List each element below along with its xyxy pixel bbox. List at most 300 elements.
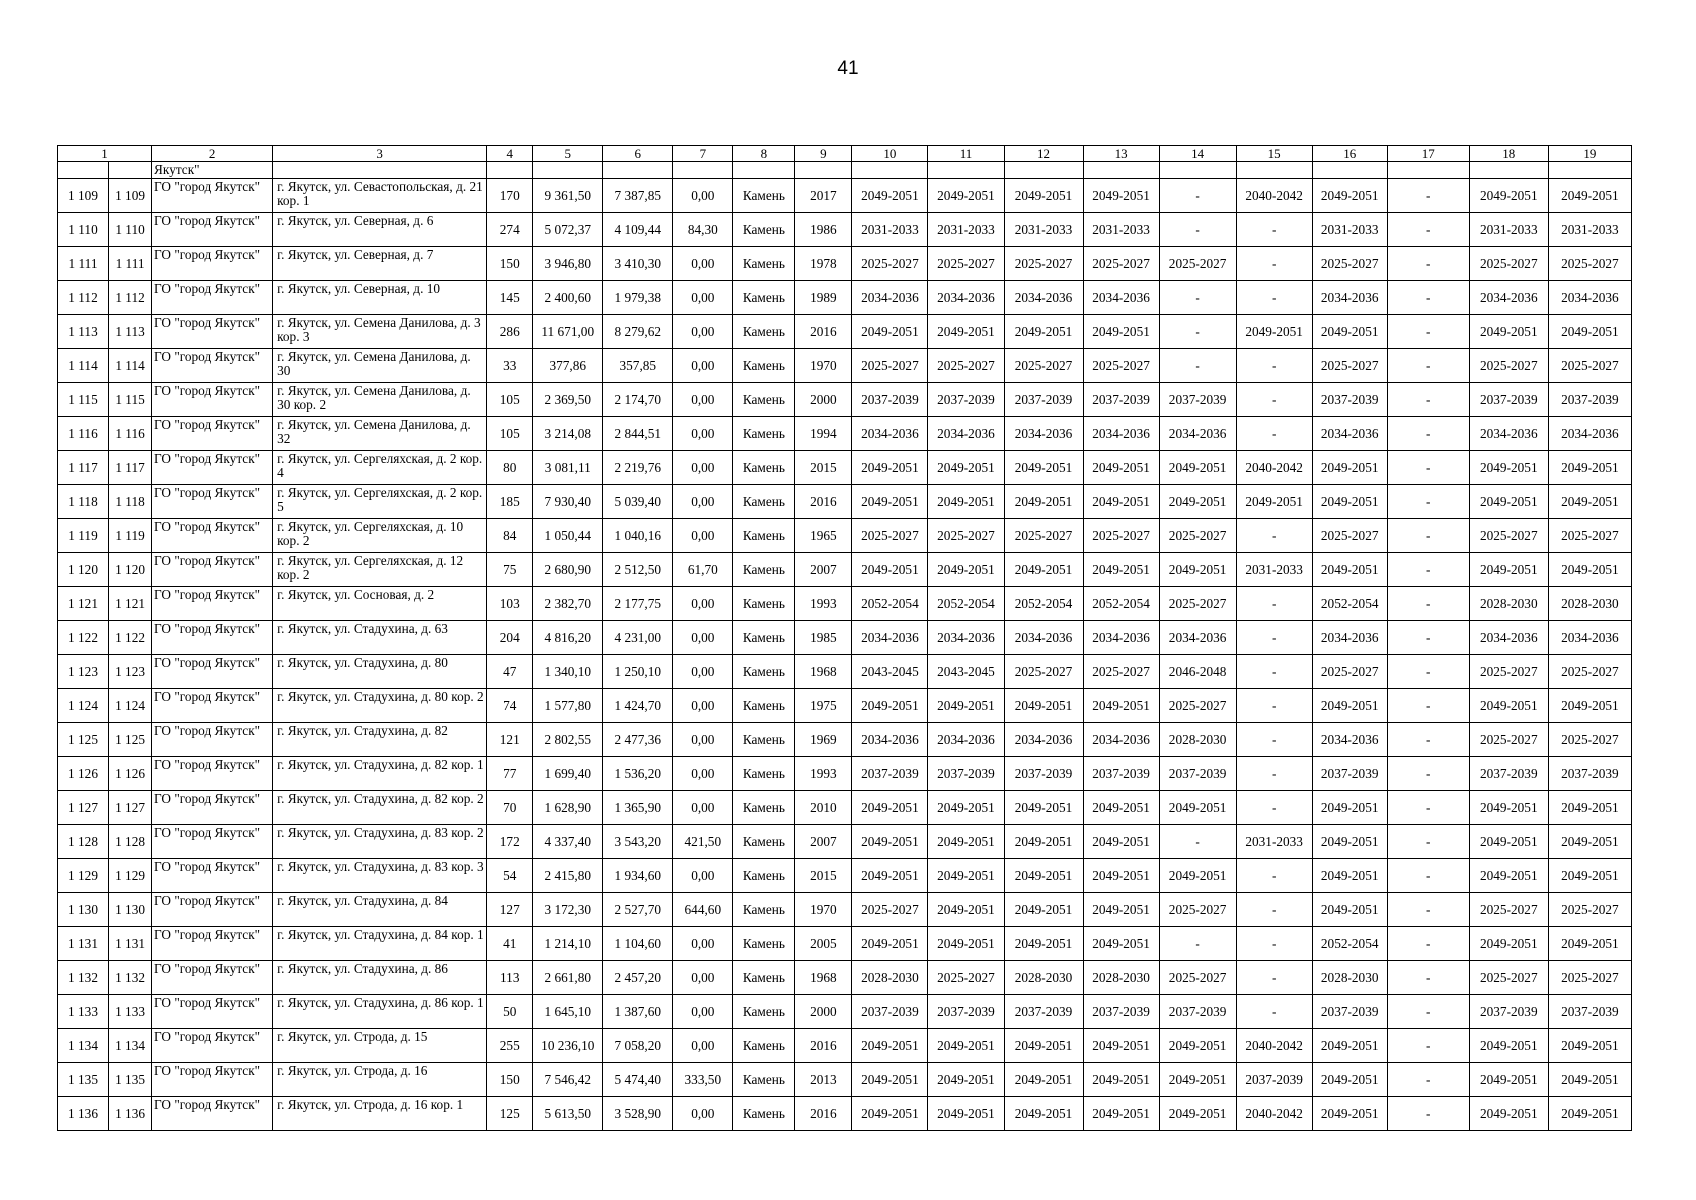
address-cell: г. Якутск, ул. Северная, д. 10 <box>273 281 487 315</box>
col-14-cell: 2049-2051 <box>1159 451 1236 485</box>
col-5-cell: 2 382,70 <box>533 587 603 621</box>
table-row <box>58 995 1632 1029</box>
table-row <box>58 587 1632 621</box>
col-8-cell: Камень <box>733 315 795 349</box>
table-row <box>58 961 1632 995</box>
col-11-cell: 2037-2039 <box>928 995 1004 1029</box>
address-cell: г. Якутск, ул. Стадухина, д. 83 кор. 3 <box>273 859 487 893</box>
col-14-cell: - <box>1159 281 1236 315</box>
col-12-cell: 2049-2051 <box>1004 791 1083 825</box>
header-cell: 1 <box>58 146 152 162</box>
municipality-cell: ГО "город Якутск" <box>152 1063 273 1097</box>
col-17-cell: - <box>1387 349 1469 383</box>
address-cell: г. Якутск, ул. Стадухина, д. 83 кор. 2 <box>273 825 487 859</box>
col-6-cell: 2 527,70 <box>603 893 673 927</box>
col-7-cell: 84,30 <box>673 213 733 247</box>
header-cell: 2 <box>152 146 273 162</box>
row-number-cell: 1 110 <box>109 213 152 247</box>
col-13-cell: 2025-2027 <box>1083 519 1159 553</box>
row-number-cell: 1 118 <box>109 485 152 519</box>
col-7-cell: 0,00 <box>673 485 733 519</box>
col-19-cell: 2049-2051 <box>1548 553 1631 587</box>
col-8-cell: Камень <box>733 927 795 961</box>
col-8-cell: Камень <box>733 179 795 213</box>
col-19-cell: 2037-2039 <box>1548 995 1631 1029</box>
col-4-cell: 255 <box>487 1029 533 1063</box>
col-13-cell: 2034-2036 <box>1083 281 1159 315</box>
col-12-cell: 2037-2039 <box>1004 383 1083 417</box>
col-4-cell: 103 <box>487 587 533 621</box>
col-9-cell: 2010 <box>795 791 852 825</box>
row-number-cell: 1 124 <box>109 689 152 723</box>
col-14-cell: 2049-2051 <box>1159 1029 1236 1063</box>
col-12-cell: 2034-2036 <box>1004 417 1083 451</box>
col-9-cell: 1993 <box>795 757 852 791</box>
row-number-cell: 1 122 <box>58 621 109 655</box>
col-5-cell: 3 081,11 <box>533 451 603 485</box>
col-4-cell: 150 <box>487 247 533 281</box>
table-row <box>58 893 1632 927</box>
col-14-cell: 2025-2027 <box>1159 587 1236 621</box>
col-19-cell: 2034-2036 <box>1548 281 1631 315</box>
col-13-cell: 2049-2051 <box>1083 893 1159 927</box>
municipality-cell: ГО "город Якутск" <box>152 791 273 825</box>
col-8-cell: Камень <box>733 791 795 825</box>
col-6-cell: 8 279,62 <box>603 315 673 349</box>
table-row <box>58 621 1632 655</box>
col-15-cell: 2040-2042 <box>1236 1029 1312 1063</box>
col-7-cell: 0,00 <box>673 859 733 893</box>
header-cell: 11 <box>928 146 1004 162</box>
row-number-cell: 1 133 <box>109 995 152 1029</box>
col-12-cell: 2049-2051 <box>1004 1097 1083 1131</box>
col-14-cell: 2049-2051 <box>1159 791 1236 825</box>
col-10-cell: 2025-2027 <box>852 893 928 927</box>
row-number-cell: 1 124 <box>58 689 109 723</box>
col-5-cell: 4 337,40 <box>533 825 603 859</box>
col-19-cell: 2037-2039 <box>1548 757 1631 791</box>
col-5-cell: 1 645,10 <box>533 995 603 1029</box>
col-10-cell: 2049-2051 <box>852 485 928 519</box>
col-13-cell: 2049-2051 <box>1083 825 1159 859</box>
address-cell: г. Якутск, ул. Сергеляхская, д. 10 кор. 2 <box>273 519 487 553</box>
col-17-cell: - <box>1387 893 1469 927</box>
address-cell: г. Якутск, ул. Стадухина, д. 84 <box>273 893 487 927</box>
col-13-cell: 2049-2051 <box>1083 1029 1159 1063</box>
col-6-cell: 5 474,40 <box>603 1063 673 1097</box>
col-9-cell: 1975 <box>795 689 852 723</box>
col-19-cell: 2049-2051 <box>1548 1063 1631 1097</box>
col-4-cell: 125 <box>487 1097 533 1131</box>
col-17-cell: - <box>1387 791 1469 825</box>
col-6-cell: 2 512,50 <box>603 553 673 587</box>
table-row <box>58 723 1632 757</box>
col-12-cell: 2034-2036 <box>1004 621 1083 655</box>
col-17-cell: - <box>1387 995 1469 1029</box>
row-number-cell: 1 116 <box>58 417 109 451</box>
col-13-cell: 2049-2051 <box>1083 553 1159 587</box>
col-15-cell: - <box>1236 417 1312 451</box>
row-number-cell: 1 115 <box>109 383 152 417</box>
col-4-cell: 74 <box>487 689 533 723</box>
municipality-cell: ГО "город Якутск" <box>152 451 273 485</box>
row-number-cell: 1 110 <box>58 213 109 247</box>
row-number-cell: 1 120 <box>58 553 109 587</box>
municipality-cell: ГО "город Якутск" <box>152 825 273 859</box>
col-18-cell: 2028-2030 <box>1469 587 1548 621</box>
col-11-cell: 2049-2051 <box>928 893 1004 927</box>
col-18-cell: 2025-2027 <box>1469 247 1548 281</box>
col-18-cell: 2031-2033 <box>1469 213 1548 247</box>
col-8-cell: Камень <box>733 995 795 1029</box>
col-5-cell: 7 930,40 <box>533 485 603 519</box>
row-number-cell: 1 135 <box>58 1063 109 1097</box>
col-14-cell: - <box>1159 825 1236 859</box>
col-10-cell: 2037-2039 <box>852 383 928 417</box>
table-row <box>58 281 1632 315</box>
col-4-cell: 274 <box>487 213 533 247</box>
col-7-cell: 0,00 <box>673 723 733 757</box>
address-cell: г. Якутск, ул. Северная, д. 7 <box>273 247 487 281</box>
col-9-cell: 1970 <box>795 349 852 383</box>
row-number-cell: 1 130 <box>109 893 152 927</box>
col-16-cell: 2028-2030 <box>1312 961 1387 995</box>
col-11-cell: 2037-2039 <box>928 383 1004 417</box>
row-number-cell: 1 135 <box>109 1063 152 1097</box>
municipality-cell: ГО "город Якутск" <box>152 1097 273 1131</box>
municipality-cell: ГО "город Якутск" <box>152 621 273 655</box>
table-row <box>58 757 1632 791</box>
municipality-cell: ГО "город Якутск" <box>152 927 273 961</box>
col-18-cell: 2049-2051 <box>1469 689 1548 723</box>
col-11-cell: 2049-2051 <box>928 1097 1004 1131</box>
col-9-cell: 2016 <box>795 485 852 519</box>
col-5-cell: 1 214,10 <box>533 927 603 961</box>
col-16-cell: 2037-2039 <box>1312 995 1387 1029</box>
col-17-cell: - <box>1387 859 1469 893</box>
row-number-cell: 1 131 <box>109 927 152 961</box>
page-number: 41 <box>837 58 859 79</box>
col-17-cell: - <box>1387 417 1469 451</box>
col-5-cell: 3 214,08 <box>533 417 603 451</box>
row-number-cell: 1 112 <box>58 281 109 315</box>
col-17-cell: - <box>1387 1097 1469 1131</box>
municipality-cell: ГО "город Якутск" <box>152 587 273 621</box>
col-14-cell: 2025-2027 <box>1159 519 1236 553</box>
col-6-cell: 2 457,20 <box>603 961 673 995</box>
table-row <box>58 451 1632 485</box>
row-number-cell: 1 114 <box>58 349 109 383</box>
col-7-cell: 0,00 <box>673 417 733 451</box>
col-10-cell: 2049-2051 <box>852 825 928 859</box>
col-17-cell: - <box>1387 1029 1469 1063</box>
col-4-cell: 70 <box>487 791 533 825</box>
col-16-cell: 2037-2039 <box>1312 383 1387 417</box>
col-6-cell: 357,85 <box>603 349 673 383</box>
col-6-cell: 4 109,44 <box>603 213 673 247</box>
col-18-cell: 2025-2027 <box>1469 723 1548 757</box>
col-14-cell: 2046-2048 <box>1159 655 1236 689</box>
col-14-cell: 2037-2039 <box>1159 383 1236 417</box>
col-6-cell: 1 365,90 <box>603 791 673 825</box>
row-number-cell: 1 132 <box>58 961 109 995</box>
header-cell: 9 <box>795 146 852 162</box>
col-7-cell: 0,00 <box>673 349 733 383</box>
col-7-cell: 0,00 <box>673 757 733 791</box>
col-15-cell: - <box>1236 723 1312 757</box>
col-17-cell: - <box>1387 213 1469 247</box>
col-10-cell: 2037-2039 <box>852 995 928 1029</box>
col-6-cell: 1 250,10 <box>603 655 673 689</box>
address-cell: г. Якутск, ул. Строда, д. 16 <box>273 1063 487 1097</box>
col-17-cell: - <box>1387 519 1469 553</box>
col-19-cell: 2049-2051 <box>1548 485 1631 519</box>
row-number-cell: 1 121 <box>58 587 109 621</box>
col-18-cell: 2025-2027 <box>1469 655 1548 689</box>
col-16-cell: 2025-2027 <box>1312 247 1387 281</box>
col-12-cell: 2049-2051 <box>1004 1063 1083 1097</box>
col-12-cell: 2049-2051 <box>1004 451 1083 485</box>
table-row <box>58 825 1632 859</box>
col-15-cell: - <box>1236 893 1312 927</box>
col-11-cell: 2049-2051 <box>928 927 1004 961</box>
col-10-cell: 2049-2051 <box>852 179 928 213</box>
col-18-cell: 2025-2027 <box>1469 349 1548 383</box>
col-10-cell: 2043-2045 <box>852 655 928 689</box>
col-15-cell: - <box>1236 689 1312 723</box>
col-6-cell: 1 979,38 <box>603 281 673 315</box>
col-10-cell: 2034-2036 <box>852 417 928 451</box>
address-cell: г. Якутск, ул. Стадухина, д. 82 <box>273 723 487 757</box>
col-15-cell: - <box>1236 247 1312 281</box>
col-9-cell: 2016 <box>795 1097 852 1131</box>
col-16-cell: 2034-2036 <box>1312 723 1387 757</box>
municipality-cell: Якутск" <box>152 162 273 179</box>
table-row <box>58 689 1632 723</box>
col-14-cell: - <box>1159 179 1236 213</box>
header-cell: 8 <box>733 146 795 162</box>
col-12-cell: 2034-2036 <box>1004 281 1083 315</box>
table-row <box>58 247 1632 281</box>
col-18-cell: 2049-2051 <box>1469 1063 1548 1097</box>
col-7-cell: 61,70 <box>673 553 733 587</box>
col-17-cell: - <box>1387 247 1469 281</box>
col-8-cell: Камень <box>733 689 795 723</box>
col-8-cell: Камень <box>733 485 795 519</box>
col-13-cell: 2037-2039 <box>1083 757 1159 791</box>
col-6-cell: 1 040,16 <box>603 519 673 553</box>
col-13-cell: 2049-2051 <box>1083 927 1159 961</box>
municipality-cell: ГО "город Якутск" <box>152 383 273 417</box>
col-9-cell: 1968 <box>795 655 852 689</box>
col-15-cell: - <box>1236 281 1312 315</box>
col-10-cell: 2034-2036 <box>852 281 928 315</box>
col-12-cell: 2049-2051 <box>1004 859 1083 893</box>
col-4-cell: 41 <box>487 927 533 961</box>
col-15-cell: - <box>1236 655 1312 689</box>
col-7-cell: 0,00 <box>673 451 733 485</box>
col-15-cell: - <box>1236 995 1312 1029</box>
col-18-cell: 2049-2051 <box>1469 927 1548 961</box>
col-14-cell: - <box>1159 349 1236 383</box>
col-6-cell: 5 039,40 <box>603 485 673 519</box>
col-8-cell: Камень <box>733 621 795 655</box>
col-9-cell: 1985 <box>795 621 852 655</box>
municipality-cell: ГО "город Якутск" <box>152 179 273 213</box>
col-8-cell: Камень <box>733 723 795 757</box>
header-cell: 18 <box>1469 146 1548 162</box>
table-row <box>58 213 1632 247</box>
row-number-cell: 1 127 <box>109 791 152 825</box>
row-number-cell: 1 134 <box>109 1029 152 1063</box>
col-12-cell: 2037-2039 <box>1004 995 1083 1029</box>
row-number-cell: 1 122 <box>109 621 152 655</box>
col-15-cell: - <box>1236 791 1312 825</box>
col-6-cell: 3 528,90 <box>603 1097 673 1131</box>
address-cell: г. Якутск, ул. Семена Данилова, д. 3 кор. 3 <box>273 315 487 349</box>
col-18-cell: 2034-2036 <box>1469 281 1548 315</box>
col-19-cell: 2049-2051 <box>1548 179 1631 213</box>
col-15-cell: 2049-2051 <box>1236 315 1312 349</box>
col-14-cell: 2049-2051 <box>1159 553 1236 587</box>
col-8-cell: Камень <box>733 961 795 995</box>
col-17-cell: - <box>1387 451 1469 485</box>
col-5-cell: 11 671,00 <box>533 315 603 349</box>
col-13-cell: 2037-2039 <box>1083 383 1159 417</box>
col-9-cell: 1989 <box>795 281 852 315</box>
row-number-cell: 1 117 <box>109 451 152 485</box>
col-5-cell: 2 400,60 <box>533 281 603 315</box>
col-14-cell: - <box>1159 927 1236 961</box>
municipality-cell: ГО "город Якутск" <box>152 417 273 451</box>
col-15-cell: 2040-2042 <box>1236 179 1312 213</box>
row-number-cell: 1 115 <box>58 383 109 417</box>
col-18-cell: 2049-2051 <box>1469 179 1548 213</box>
col-16-cell: 2049-2051 <box>1312 791 1387 825</box>
col-10-cell: 2049-2051 <box>852 553 928 587</box>
col-17-cell: - <box>1387 383 1469 417</box>
col-14-cell: 2037-2039 <box>1159 757 1236 791</box>
col-6-cell: 1 424,70 <box>603 689 673 723</box>
row-number-cell: 1 123 <box>109 655 152 689</box>
col-5-cell: 377,86 <box>533 349 603 383</box>
address-cell: г. Якутск, ул. Стадухина, д. 86 кор. 1 <box>273 995 487 1029</box>
col-13-cell: 2034-2036 <box>1083 417 1159 451</box>
address-cell: г. Якутск, ул. Севастопольская, д. 21 кор. 1 <box>273 179 487 213</box>
col-19-cell: 2025-2027 <box>1548 519 1631 553</box>
table-row <box>58 1029 1632 1063</box>
address-cell: г. Якутск, ул. Сергеляхская, д. 2 кор. 5 <box>273 485 487 519</box>
col-4-cell: 50 <box>487 995 533 1029</box>
col-7-cell: 0,00 <box>673 655 733 689</box>
col-13-cell: 2025-2027 <box>1083 655 1159 689</box>
col-5-cell: 2 369,50 <box>533 383 603 417</box>
col-8-cell: Камень <box>733 383 795 417</box>
col-13-cell: 2049-2051 <box>1083 1063 1159 1097</box>
col-17-cell: - <box>1387 1063 1469 1097</box>
col-17-cell: - <box>1387 655 1469 689</box>
col-7-cell: 0,00 <box>673 621 733 655</box>
col-10-cell: 2052-2054 <box>852 587 928 621</box>
col-17-cell: - <box>1387 621 1469 655</box>
col-16-cell: 2049-2051 <box>1312 1097 1387 1131</box>
col-8-cell: Камень <box>733 281 795 315</box>
col-8-cell: Камень <box>733 893 795 927</box>
municipality-cell: ГО "город Якутск" <box>152 281 273 315</box>
municipality-cell: ГО "город Якутск" <box>152 859 273 893</box>
col-10-cell: 2049-2051 <box>852 1029 928 1063</box>
col-12-cell: 2049-2051 <box>1004 689 1083 723</box>
row-number-cell: 1 121 <box>109 587 152 621</box>
col-4-cell: 145 <box>487 281 533 315</box>
col-18-cell: 2049-2051 <box>1469 1029 1548 1063</box>
col-19-cell: 2034-2036 <box>1548 621 1631 655</box>
col-12-cell: 2034-2036 <box>1004 723 1083 757</box>
address-cell: г. Якутск, ул. Строда, д. 15 <box>273 1029 487 1063</box>
col-13-cell: 2037-2039 <box>1083 995 1159 1029</box>
col-5-cell: 1 340,10 <box>533 655 603 689</box>
address-cell: г. Якутск, ул. Стадухина, д. 82 кор. 2 <box>273 791 487 825</box>
municipality-cell: ГО "город Якутск" <box>152 723 273 757</box>
municipality-cell: ГО "город Якутск" <box>152 995 273 1029</box>
col-16-cell: 2049-2051 <box>1312 859 1387 893</box>
col-15-cell: - <box>1236 621 1312 655</box>
col-18-cell: 2049-2051 <box>1469 553 1548 587</box>
col-19-cell: 2031-2033 <box>1548 213 1631 247</box>
address-cell: г. Якутск, ул. Сергеляхская, д. 12 кор. 2 <box>273 553 487 587</box>
col-6-cell: 3 543,20 <box>603 825 673 859</box>
header-cell: 12 <box>1004 146 1083 162</box>
col-12-cell: 2025-2027 <box>1004 655 1083 689</box>
col-5-cell: 2 680,90 <box>533 553 603 587</box>
col-19-cell: 2028-2030 <box>1548 587 1631 621</box>
header-cell: 19 <box>1548 146 1631 162</box>
col-10-cell: 2031-2033 <box>852 213 928 247</box>
col-11-cell: 2049-2051 <box>928 485 1004 519</box>
col-10-cell: 2049-2051 <box>852 927 928 961</box>
col-8-cell: Камень <box>733 1029 795 1063</box>
col-8-cell: Камень <box>733 451 795 485</box>
header-cell: 10 <box>852 146 928 162</box>
col-8-cell: Камень <box>733 247 795 281</box>
col-6-cell: 7 058,20 <box>603 1029 673 1063</box>
address-cell: г. Якутск, ул. Семена Данилова, д. 32 <box>273 417 487 451</box>
col-12-cell: 2025-2027 <box>1004 247 1083 281</box>
table-row <box>58 383 1632 417</box>
col-7-cell: 644,60 <box>673 893 733 927</box>
row-number-cell: 1 129 <box>109 859 152 893</box>
col-5-cell: 2 415,80 <box>533 859 603 893</box>
address-cell: г. Якутск, ул. Стадухина, д. 63 <box>273 621 487 655</box>
col-16-cell: 2034-2036 <box>1312 621 1387 655</box>
col-11-cell: 2043-2045 <box>928 655 1004 689</box>
col-5-cell: 2 802,55 <box>533 723 603 757</box>
col-19-cell: 2034-2036 <box>1548 417 1631 451</box>
col-16-cell: 2025-2027 <box>1312 349 1387 383</box>
col-11-cell: 2049-2051 <box>928 179 1004 213</box>
col-10-cell: 2049-2051 <box>852 689 928 723</box>
col-6-cell: 4 231,00 <box>603 621 673 655</box>
col-19-cell: 2049-2051 <box>1548 791 1631 825</box>
municipality-cell: ГО "город Якутск" <box>152 757 273 791</box>
row-number-cell: 1 111 <box>109 247 152 281</box>
col-4-cell: 150 <box>487 1063 533 1097</box>
col-7-cell: 0,00 <box>673 247 733 281</box>
col-11-cell: 2049-2051 <box>928 1063 1004 1097</box>
col-9-cell: 1970 <box>795 893 852 927</box>
col-17-cell: - <box>1387 553 1469 587</box>
row-number-cell: 1 111 <box>58 247 109 281</box>
